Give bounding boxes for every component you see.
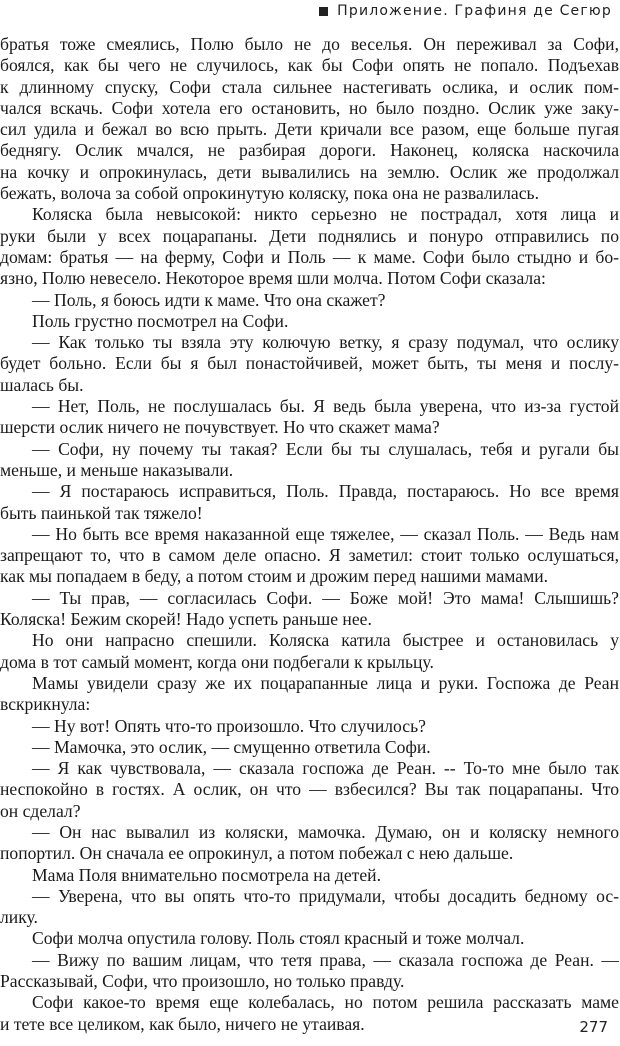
text-line: боялся, как бы чего не случилось, как бы Софи опять не попало. Подъехав	[0, 55, 619, 76]
text-line: и тете все целиком, как было, ничего не утаивая.	[0, 1013, 365, 1034]
text-line: — Ну вот! Опять что-то произошло. Что случилось?	[32, 715, 426, 736]
text-line: шерсти ослик ничего не почувствует. Но что скажет мама?	[0, 417, 440, 438]
text-line: домам: братья — на ферму, Софи и Поль — к маме. Софи было стыдно и бо-	[0, 246, 619, 267]
text-line: — Но быть все время наказанной еще тяжелее, — сказал Поль. — Ведь нам	[32, 523, 619, 544]
text-line: шалась бы.	[0, 374, 84, 395]
header-square-bullet-icon	[319, 7, 328, 16]
text-line: Но они напрасно спешили. Коляска катила быстрее и остановилась у	[32, 630, 619, 651]
text-line: — Я как чувствовала, — сказала госпожа де Реан. -- То-то мне было так	[32, 758, 619, 779]
text-line: — Мамочка, это ослик, — смущенно ответила Софи.	[32, 736, 431, 757]
text-line: Софи какое-то время еще колебалась, но потом решила рассказать маме	[32, 992, 619, 1013]
text-line: Мамы увидели сразу же их поцарапанные лица и руки. Госпожа де Реан	[32, 672, 619, 693]
text-line: беднягу. Ослик мчался, не разбирая дороги. Наконец, коляска наскочила	[0, 140, 619, 161]
text-line: — Вижу по вашим лицам, что тетя права, — сказала госпожа де Реан. —	[32, 949, 619, 970]
text-line: — Как только ты взяла эту колючую ветку, я сразу подумал, что ослику	[32, 332, 619, 353]
text-line: — Поль, я боюсь идти к маме. Что она скажет?	[32, 289, 386, 310]
text-line: — Ты прав, — согласилась Софи. — Боже мой! Это мама! Слышишь?	[32, 587, 619, 608]
text-line: как мы попадаем в беду, а потом стоим и дрожим перед нашими мамами.	[0, 566, 549, 587]
text-line: Софи молча опустила голову. Поль стоял красный и тоже молчал.	[32, 928, 525, 949]
running-header-title: Приложение. Графиня де Сегюр	[337, 3, 612, 19]
text-line: бежать, волоча за собой опрокинутую коляску, пока она не развалилась.	[0, 183, 539, 204]
text-line: к длинному спуску, Софи стала сильнее настегивать ослика, и ослик пом-	[0, 76, 619, 97]
text-line: Поль грустно посмотрел на Софи.	[32, 310, 289, 331]
text-line: Коляска была невысокой: никто серьезно не пострадал, хотя лица и	[32, 204, 619, 225]
text-line: неспокойно в гостях. А ослик, он что — взбесился? Вы так поцарапаны. Что	[0, 779, 619, 800]
running-header	[319, 3, 612, 19]
text-line: — Софи, ну почему ты такая? Если бы ты слушалась, тебя и ругали бы	[32, 438, 619, 459]
text-line: вскрикнула:	[0, 694, 91, 715]
text-line: Коляска! Бежим скорей! Надо успеть раньше нее.	[0, 609, 372, 630]
text-line: попортил. Он сначала ее опрокинул, а потом побежал с нею дальше.	[0, 843, 514, 864]
text-line: на кочку и опрокинулась, дети вывалились на землю. Ослик же продолжал	[0, 161, 619, 182]
text-line: меньше, и меньше наказывали.	[0, 459, 234, 480]
text-line: Мама Поля внимательно посмотрела на детей.	[32, 864, 381, 885]
page-number: 277	[579, 1018, 608, 1036]
text-line: дома в тот самый момент, когда они подбегали к крыльцу.	[0, 651, 434, 672]
text-line: — Уверена, что вы опять что-то придумали, чтобы досадить бедному ос-	[32, 885, 619, 906]
text-line: братья тоже смеялись, Полю было не до веселья. Он переживал за Софи,	[0, 34, 619, 54]
text-line: Рассказывай, Софи, что произошло, но только правду.	[0, 971, 405, 992]
text-line: руки были у всех поцарапаны. Дети поднялись и понуро отправились по	[0, 225, 619, 246]
text-line: язно, Полю невесело. Некоторое время шли молча. Потом Софи сказала:	[0, 268, 546, 289]
text-line: быть паинькой так тяжело!	[0, 502, 203, 523]
text-line: — Нет, Поль, не послушалась бы. Я ведь была уверена, что из-за густой	[32, 396, 619, 417]
text-line: — Он нас вывалил из коляски, мамочка. Думаю, он и коляску немного	[32, 821, 619, 842]
text-line: сил удила и бежал во всю прыть. Дети кричали все разом, еще больше пугая	[0, 119, 619, 140]
text-line: чался вскачь. Софи хотела его остановить, но было поздно. Ослик уже заку-	[0, 97, 619, 118]
text-line: запрещают то, что в самом деле опасно. Я заметил: стоит только ослушаться,	[0, 545, 619, 566]
text-line: — Я постараюсь исправиться, Поль. Правда, постараюсь. Но все время	[32, 481, 619, 502]
text-line: лику.	[0, 907, 38, 928]
text-line: будет больно. Если бы я был понастойчивей, может быть, ты меня и послу-	[0, 353, 619, 374]
text-line: он сделал?	[0, 800, 81, 821]
body-text	[0, 34, 619, 1035]
